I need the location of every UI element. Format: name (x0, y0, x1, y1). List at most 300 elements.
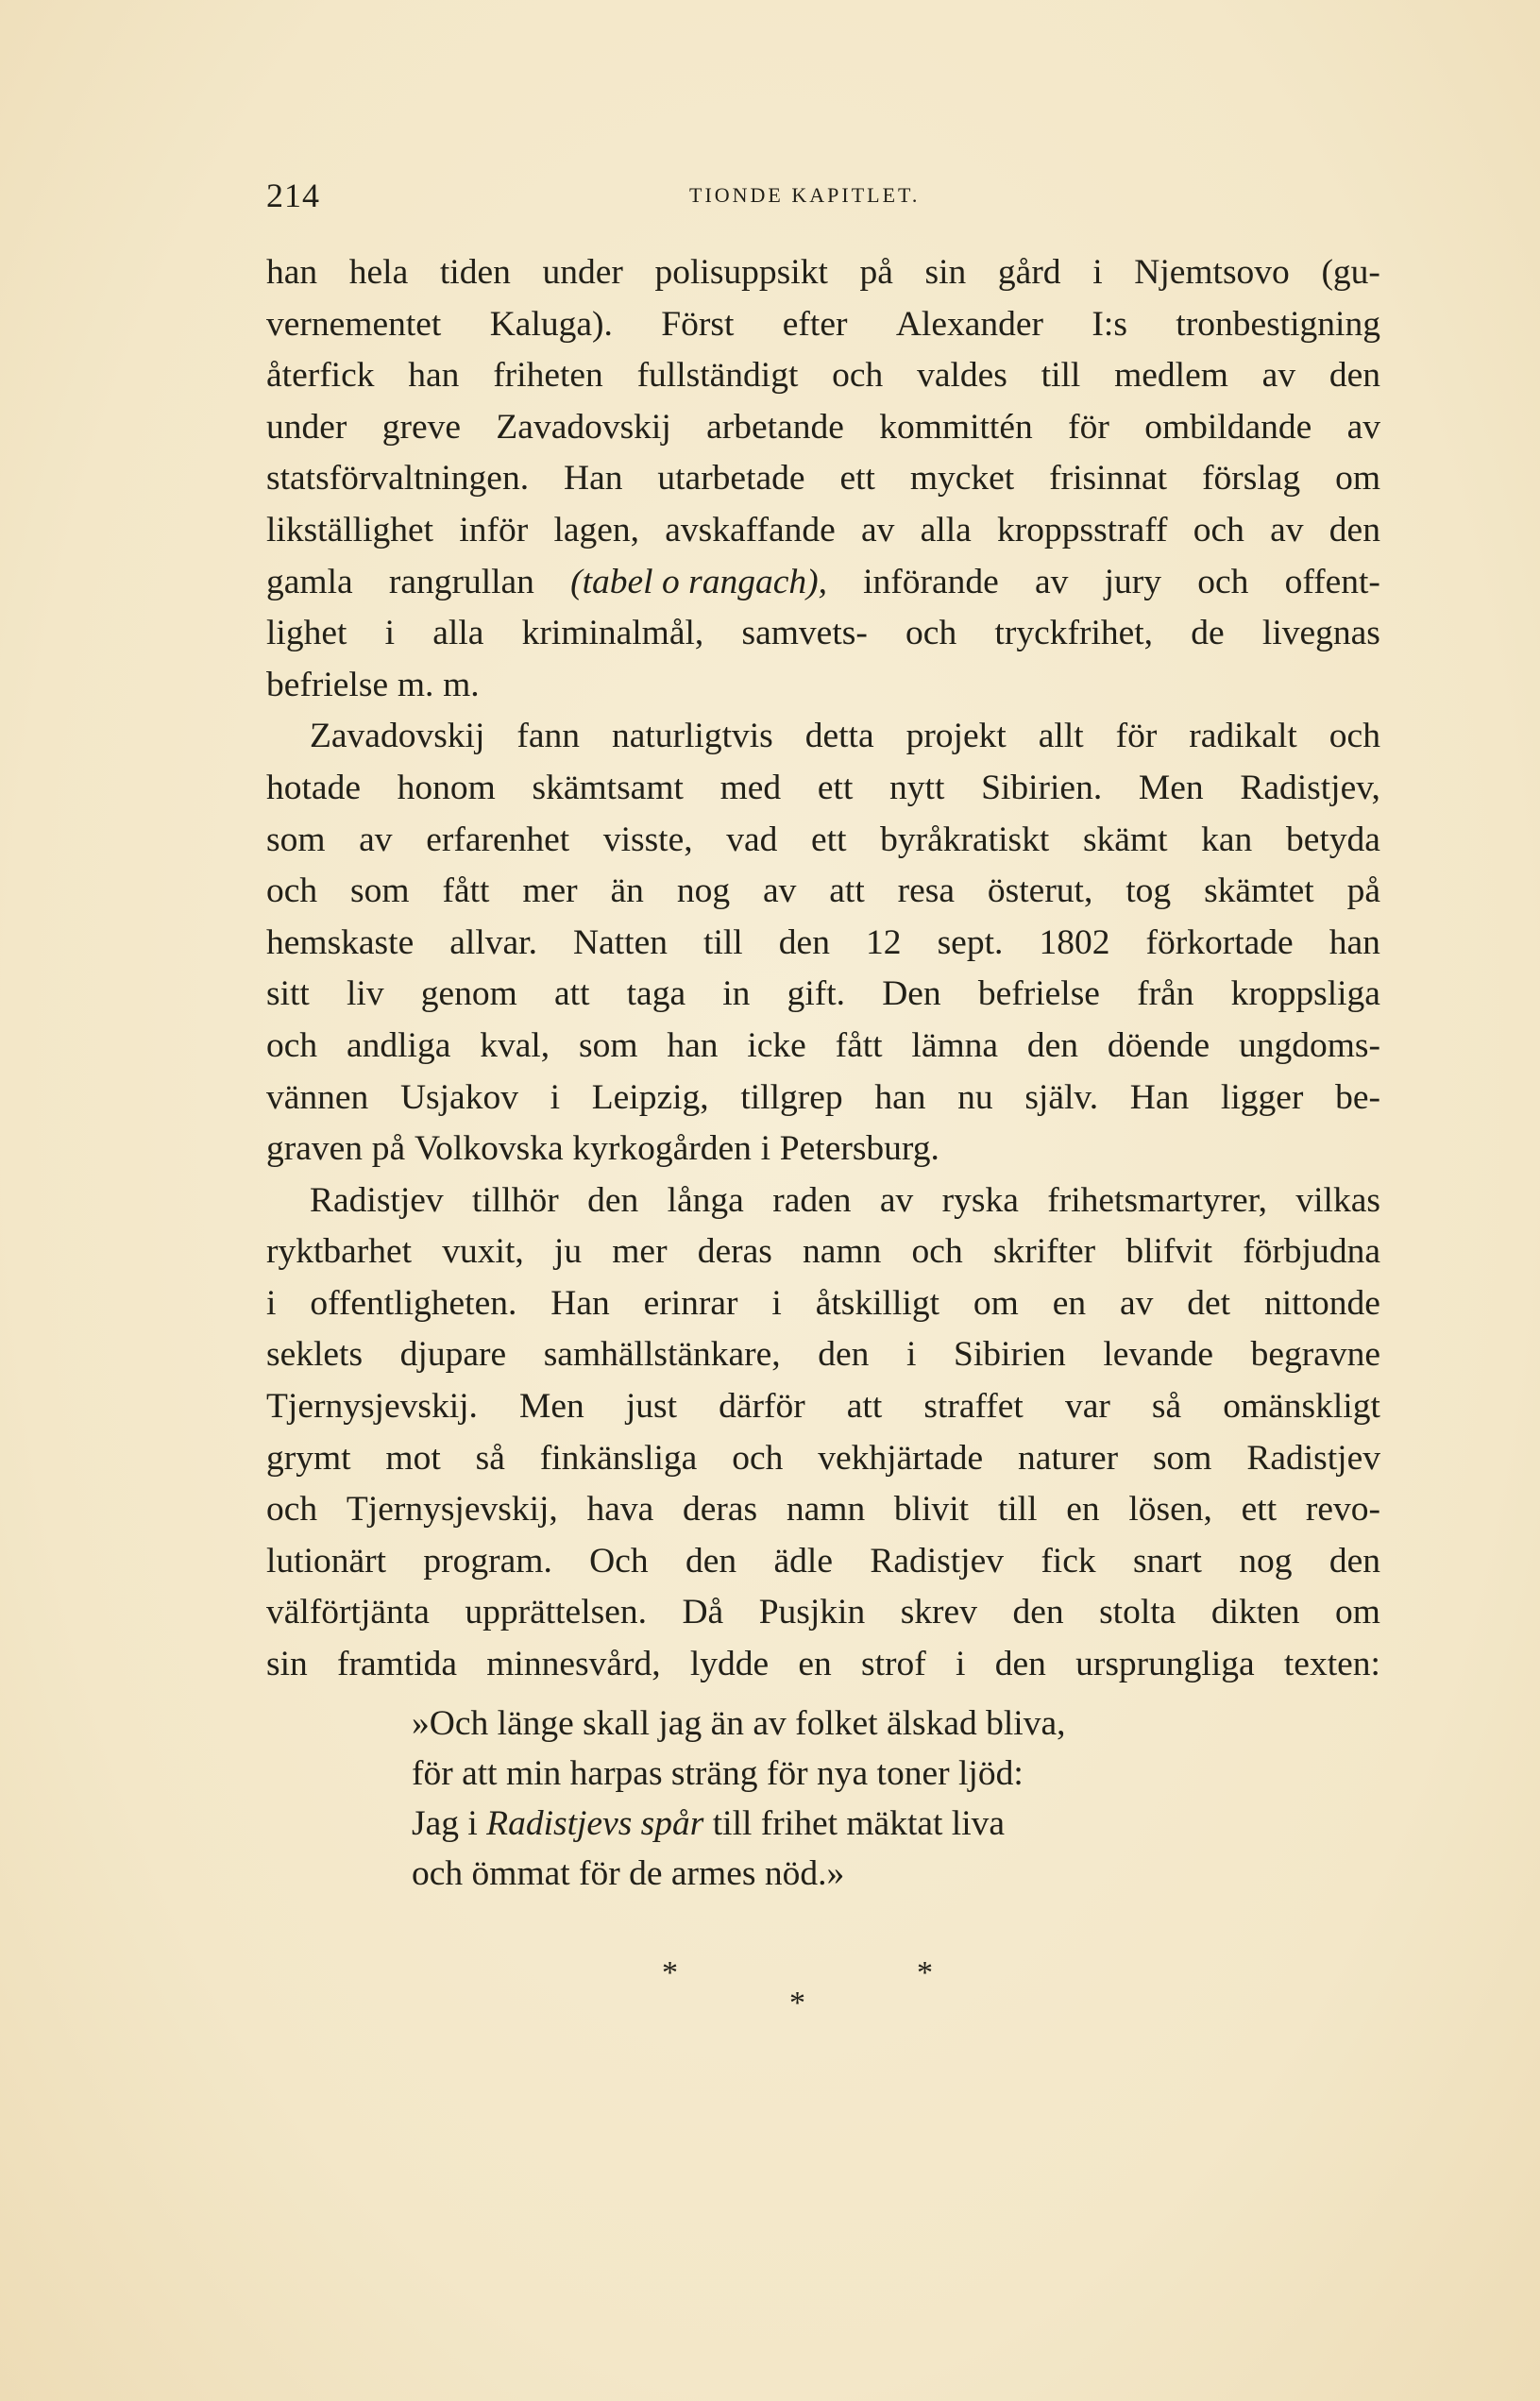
word: framtida (337, 1645, 458, 1684)
word: strof (861, 1645, 926, 1684)
word: och (266, 871, 318, 911)
word: det (1187, 1283, 1231, 1323)
word: sitt (266, 974, 310, 1014)
word: straffet (923, 1387, 1024, 1427)
text-line (266, 402, 1380, 454)
word: och (905, 614, 957, 653)
word: finkänsliga (539, 1438, 698, 1478)
word: vilkas (1295, 1180, 1380, 1220)
word: Sibirien. (981, 768, 1103, 807)
word: mycket (909, 459, 1015, 499)
word: österut, (987, 871, 1093, 911)
word: visste, (602, 820, 693, 859)
word: Men (1138, 768, 1204, 807)
word: snart (1132, 1541, 1202, 1581)
word: var (1064, 1387, 1110, 1427)
text-line (266, 1175, 1380, 1227)
word: den (994, 1645, 1046, 1684)
word: Sibirien (954, 1335, 1066, 1375)
word: till (703, 922, 743, 962)
text-line (266, 1226, 1380, 1278)
word: och (1197, 562, 1249, 601)
text-line (266, 660, 1380, 712)
word: tillgrep (740, 1077, 843, 1117)
word: som (578, 1025, 638, 1065)
word: tiden (439, 253, 511, 292)
word: polisuppsikt (654, 253, 828, 292)
word: den (1012, 1593, 1064, 1632)
word: deras (683, 1490, 758, 1530)
text-line (266, 711, 1380, 763)
word: av (1270, 510, 1304, 550)
word: mer (522, 871, 578, 911)
word: och (1328, 717, 1380, 756)
word: som (350, 871, 410, 911)
word: kval, (480, 1025, 550, 1065)
word: på (859, 253, 893, 292)
word: den (685, 1541, 737, 1581)
page-header (266, 176, 1371, 223)
word: statsförvaltningen. (266, 459, 530, 499)
word: ett (1241, 1490, 1278, 1530)
text-line (266, 608, 1380, 660)
word: seklets (266, 1335, 364, 1375)
word: in (722, 974, 751, 1014)
word: med (719, 768, 782, 807)
word: ombildande (1144, 407, 1312, 447)
text-line (266, 1536, 1380, 1588)
word: i (384, 614, 396, 653)
poem-line-3-start: Jag i (412, 1804, 487, 1843)
word: och (732, 1438, 784, 1478)
word: i (771, 1283, 782, 1323)
word: på (1346, 871, 1380, 911)
word: vekhjärtade (818, 1438, 984, 1478)
word: nittonde (1264, 1283, 1380, 1323)
word: att (846, 1387, 883, 1427)
word: sin (924, 253, 967, 292)
word: nog (1239, 1541, 1293, 1581)
ornament-star-left: * (662, 1955, 678, 1990)
word: ju (553, 1232, 583, 1272)
word: den (1328, 510, 1380, 550)
word: 1802 (1039, 922, 1110, 962)
word: den (1328, 1541, 1380, 1581)
word: rangrullan (388, 562, 534, 601)
word: under (542, 253, 623, 292)
word: i (1092, 253, 1103, 292)
word: samvets- (741, 614, 868, 653)
word: texten: (1283, 1645, 1380, 1684)
word: under (266, 407, 347, 447)
text-line (266, 1587, 1380, 1639)
word: fann (516, 717, 580, 756)
word: Petersburg. (779, 1129, 939, 1169)
word: gift. (787, 974, 846, 1014)
word: Alexander (895, 304, 1044, 344)
word: befrielse (266, 665, 389, 704)
word: omänskligt (1223, 1387, 1380, 1427)
word: m. (397, 665, 434, 704)
text-line (266, 763, 1380, 815)
word: levande (1103, 1335, 1213, 1375)
word: till (997, 1490, 1038, 1530)
word: den (587, 1180, 639, 1220)
word: namn (786, 1490, 866, 1530)
running-head: TIONDE KAPITLET. (689, 183, 921, 207)
word: stolta (1099, 1593, 1176, 1632)
poem-line-4: och ömmat för de armes nöd.» (412, 1854, 845, 1893)
word: en (1052, 1283, 1087, 1323)
word: den (1328, 356, 1380, 396)
word: Den (882, 974, 941, 1014)
word: åtskilligt (815, 1283, 939, 1323)
word: livegnas (1261, 614, 1380, 653)
word: skrev (900, 1593, 977, 1632)
word: allt (1038, 717, 1084, 756)
text-line (266, 350, 1380, 402)
text-line (266, 1278, 1380, 1330)
text-line (266, 505, 1380, 557)
word: nog (676, 871, 731, 911)
word: Natten (573, 922, 668, 962)
word: skämtet (1204, 871, 1314, 911)
word: utarbetade (657, 459, 805, 499)
word: han (266, 253, 318, 292)
word: valdes (917, 356, 1007, 396)
page-number: 214 (266, 177, 320, 214)
body-text (266, 247, 1380, 1691)
word: långa (667, 1180, 744, 1220)
word: ligger (1220, 1077, 1304, 1117)
word: betyda (1285, 820, 1380, 859)
word: Och (589, 1541, 649, 1581)
word: införande (863, 562, 999, 601)
word: han (667, 1025, 719, 1065)
word: Tjernysjevskij, (346, 1490, 558, 1530)
text-line (266, 1329, 1380, 1381)
word: resa (897, 871, 956, 911)
word: alla (432, 614, 484, 653)
word: Tjernysjevskij. (266, 1387, 478, 1427)
word: m. (443, 665, 480, 704)
word: dikten (1210, 1593, 1300, 1632)
word: fick (1041, 1541, 1096, 1581)
word: av (359, 820, 393, 859)
word: som (1152, 1438, 1212, 1478)
word: av (762, 871, 797, 911)
word: erinrar (643, 1283, 738, 1323)
word: lagen, (553, 510, 640, 550)
word: tronbestigning (1176, 304, 1380, 344)
word: den (778, 922, 830, 962)
word: icke (747, 1025, 806, 1065)
word: i (956, 1645, 966, 1684)
word: samhällstänkare, (543, 1335, 781, 1375)
word: ungdoms- (1239, 1025, 1380, 1065)
word: förbjudna (1243, 1232, 1380, 1272)
word: detta (804, 717, 874, 756)
word: offentligheten. (310, 1283, 517, 1323)
poem-line-3 (412, 1799, 1066, 1849)
word: Zavadovskij (310, 717, 485, 756)
word: Usjakov (399, 1077, 518, 1117)
word: från (1137, 974, 1194, 1014)
word: och (1193, 510, 1244, 550)
word: lösen, (1128, 1490, 1212, 1530)
word: och (266, 1025, 318, 1065)
word: frihetsmartyrer, (1047, 1180, 1268, 1220)
word: likställighet (266, 510, 434, 550)
word: de (1191, 614, 1225, 653)
word: fått (442, 871, 490, 911)
word: upprättelsen. (465, 1593, 647, 1632)
word: frisinnat (1049, 459, 1168, 499)
word: han (408, 356, 460, 396)
word: (tabel o rangach), (570, 562, 827, 601)
word: så (1151, 1387, 1182, 1427)
word: som (266, 820, 326, 859)
word: Han (550, 1283, 610, 1323)
text-line (266, 866, 1380, 918)
word: raden (772, 1180, 852, 1220)
word: fått (835, 1025, 883, 1065)
word: andliga (346, 1025, 451, 1065)
text-line (266, 969, 1380, 1021)
word: Volkovska (414, 1129, 564, 1169)
word: av (879, 1180, 914, 1220)
text-line (266, 1073, 1380, 1124)
word: Först (661, 304, 735, 344)
word: gård (997, 253, 1061, 292)
word: Pusjkin (758, 1593, 866, 1632)
word: sin (266, 1645, 308, 1684)
text-line (266, 557, 1380, 609)
word: kroppsstraff (997, 510, 1168, 550)
word: i (760, 1129, 771, 1169)
word: hava (586, 1490, 654, 1530)
word: tryckfrihet, (994, 614, 1154, 653)
word: avskaffande (665, 510, 836, 550)
word: deras (697, 1232, 772, 1272)
word: av (1119, 1283, 1154, 1323)
word: nytt (889, 768, 945, 807)
word: just (625, 1387, 678, 1427)
text-line (266, 1433, 1380, 1485)
text-line (266, 247, 1380, 299)
word: blifvit (1125, 1232, 1213, 1272)
poem-line-3-italic: Radistjevs spår (486, 1804, 704, 1843)
word: ädle (773, 1541, 833, 1581)
word: liv (347, 974, 384, 1014)
word: allvar. (449, 922, 537, 962)
word: be- (1335, 1077, 1380, 1117)
word: sept. (937, 922, 1004, 962)
word: till (1041, 356, 1081, 396)
word: Radistjev (1246, 1438, 1380, 1478)
word: Han (1129, 1077, 1190, 1117)
word: skrifter (992, 1232, 1096, 1272)
word: av (860, 510, 895, 550)
word: djupare (399, 1335, 507, 1375)
word: mot (385, 1438, 441, 1478)
word: I:s (1092, 304, 1127, 344)
word: skämtsamt (532, 768, 684, 807)
word: han (874, 1077, 926, 1117)
word: tog (1125, 871, 1172, 911)
word: grymt (266, 1438, 351, 1478)
word: befrielse (977, 974, 1100, 1014)
word: för (1068, 407, 1109, 447)
word: skämt (1082, 820, 1168, 859)
word: naturligtvis (611, 717, 773, 756)
word: att (554, 974, 590, 1014)
word: och (266, 1490, 318, 1530)
word: lutionärt (266, 1541, 387, 1581)
word: inför (459, 510, 529, 550)
word: projekt (905, 717, 1007, 756)
word: honom (397, 768, 496, 807)
word: kyrkogården (572, 1129, 752, 1169)
word: kommittén (879, 407, 1033, 447)
word: vernementet (266, 304, 442, 344)
word: Men (519, 1387, 584, 1427)
word: av (1035, 562, 1069, 601)
word: vännen (266, 1077, 369, 1117)
word: förslag (1202, 459, 1301, 499)
word: ryktbarhet (266, 1232, 413, 1272)
word: tillhör (472, 1180, 559, 1220)
word: namn (803, 1232, 882, 1272)
word: lighet (266, 614, 347, 653)
quoted-poem (412, 1699, 1066, 1899)
ornament-star-center: * (789, 1986, 805, 2021)
word: av (1346, 407, 1380, 447)
word: han (1328, 922, 1380, 962)
text-line (266, 815, 1380, 867)
word: friheten (493, 356, 603, 396)
word: vad (726, 820, 778, 859)
word: ursprungliga (1075, 1645, 1255, 1684)
word: fullständigt (636, 356, 799, 396)
word: Leipzig, (591, 1077, 709, 1117)
word: den (818, 1335, 870, 1375)
text-line (266, 1381, 1380, 1433)
word: kan (1201, 820, 1253, 859)
word: ryska (941, 1180, 1019, 1220)
text-line (266, 1021, 1380, 1073)
ornament-star-right: * (917, 1955, 933, 1990)
word: och (832, 356, 884, 396)
word: lydde (689, 1645, 770, 1684)
word: vuxit, (442, 1232, 524, 1272)
word: av (1261, 356, 1296, 396)
word: välförtjänta (266, 1593, 430, 1632)
word: Radistjev (310, 1180, 444, 1220)
word: och (911, 1232, 963, 1272)
text-line (266, 1639, 1380, 1691)
text-line (266, 1124, 1380, 1175)
poem-line-3-end: till frihet mäktat liva (703, 1804, 1006, 1843)
word: lämna (911, 1025, 999, 1065)
word: hela (348, 253, 409, 292)
word: jury (1104, 562, 1162, 601)
word: ett (817, 768, 854, 807)
word: gamla (266, 562, 353, 601)
word: naturer (1017, 1438, 1119, 1478)
text-line (266, 453, 1380, 505)
word: (gu- (1321, 253, 1380, 292)
word: återfick (266, 356, 375, 396)
word: den (1026, 1025, 1079, 1065)
word: mer (612, 1232, 668, 1272)
word: kroppsliga (1230, 974, 1380, 1014)
word: i (906, 1335, 917, 1375)
word: byråkratiskt (880, 820, 1050, 859)
word: än (610, 871, 644, 911)
word: offent- (1284, 562, 1380, 601)
word: radikalt (1189, 717, 1297, 756)
word: program. (423, 1541, 552, 1581)
word: Radistjev (870, 1541, 1004, 1581)
word: efter (782, 304, 848, 344)
text-line (266, 1484, 1380, 1536)
text-line (266, 299, 1380, 351)
word: minnesvård, (486, 1645, 661, 1684)
word: själv. (1024, 1077, 1099, 1117)
word: arbetande (706, 407, 844, 447)
word: om (973, 1283, 1019, 1323)
word: 12 (866, 922, 902, 962)
word: döende (1107, 1025, 1210, 1065)
word: så (475, 1438, 505, 1478)
word: ett (811, 820, 847, 859)
word: på (371, 1129, 406, 1169)
word: erfarenhet (426, 820, 570, 859)
word: graven (266, 1129, 364, 1169)
word: Han (563, 459, 623, 499)
word: därför (719, 1387, 805, 1427)
word: blivit (893, 1490, 970, 1530)
word: kriminalmål, (521, 614, 704, 653)
word: förkortade (1145, 922, 1294, 962)
word: alla (920, 510, 972, 550)
word: Radistjev, (1240, 768, 1380, 807)
word: om (1335, 1593, 1380, 1632)
word: genom (420, 974, 517, 1014)
poem-line-2: för att min harpas sträng för nya toner ljöd: (412, 1754, 1024, 1793)
word: medlem (1114, 356, 1228, 396)
word: om (1335, 459, 1380, 499)
word: ett (839, 459, 875, 499)
word: en (1066, 1490, 1100, 1530)
word: i (550, 1077, 561, 1117)
word: taga (626, 974, 686, 1014)
word: greve (381, 407, 462, 447)
word: hemskaste (266, 922, 415, 962)
word: nu (957, 1077, 993, 1117)
word: Kaluga). (489, 304, 613, 344)
word: i (266, 1283, 277, 1323)
word: en (798, 1645, 832, 1684)
word: revo- (1305, 1490, 1380, 1530)
text-line (266, 918, 1380, 970)
word: Då (682, 1593, 724, 1632)
poem-line-1: »Och länge skall jag än av folket älskad bliva, (412, 1704, 1066, 1743)
word: begravne (1250, 1335, 1380, 1375)
word: för (1115, 717, 1158, 756)
word: att (829, 871, 865, 911)
